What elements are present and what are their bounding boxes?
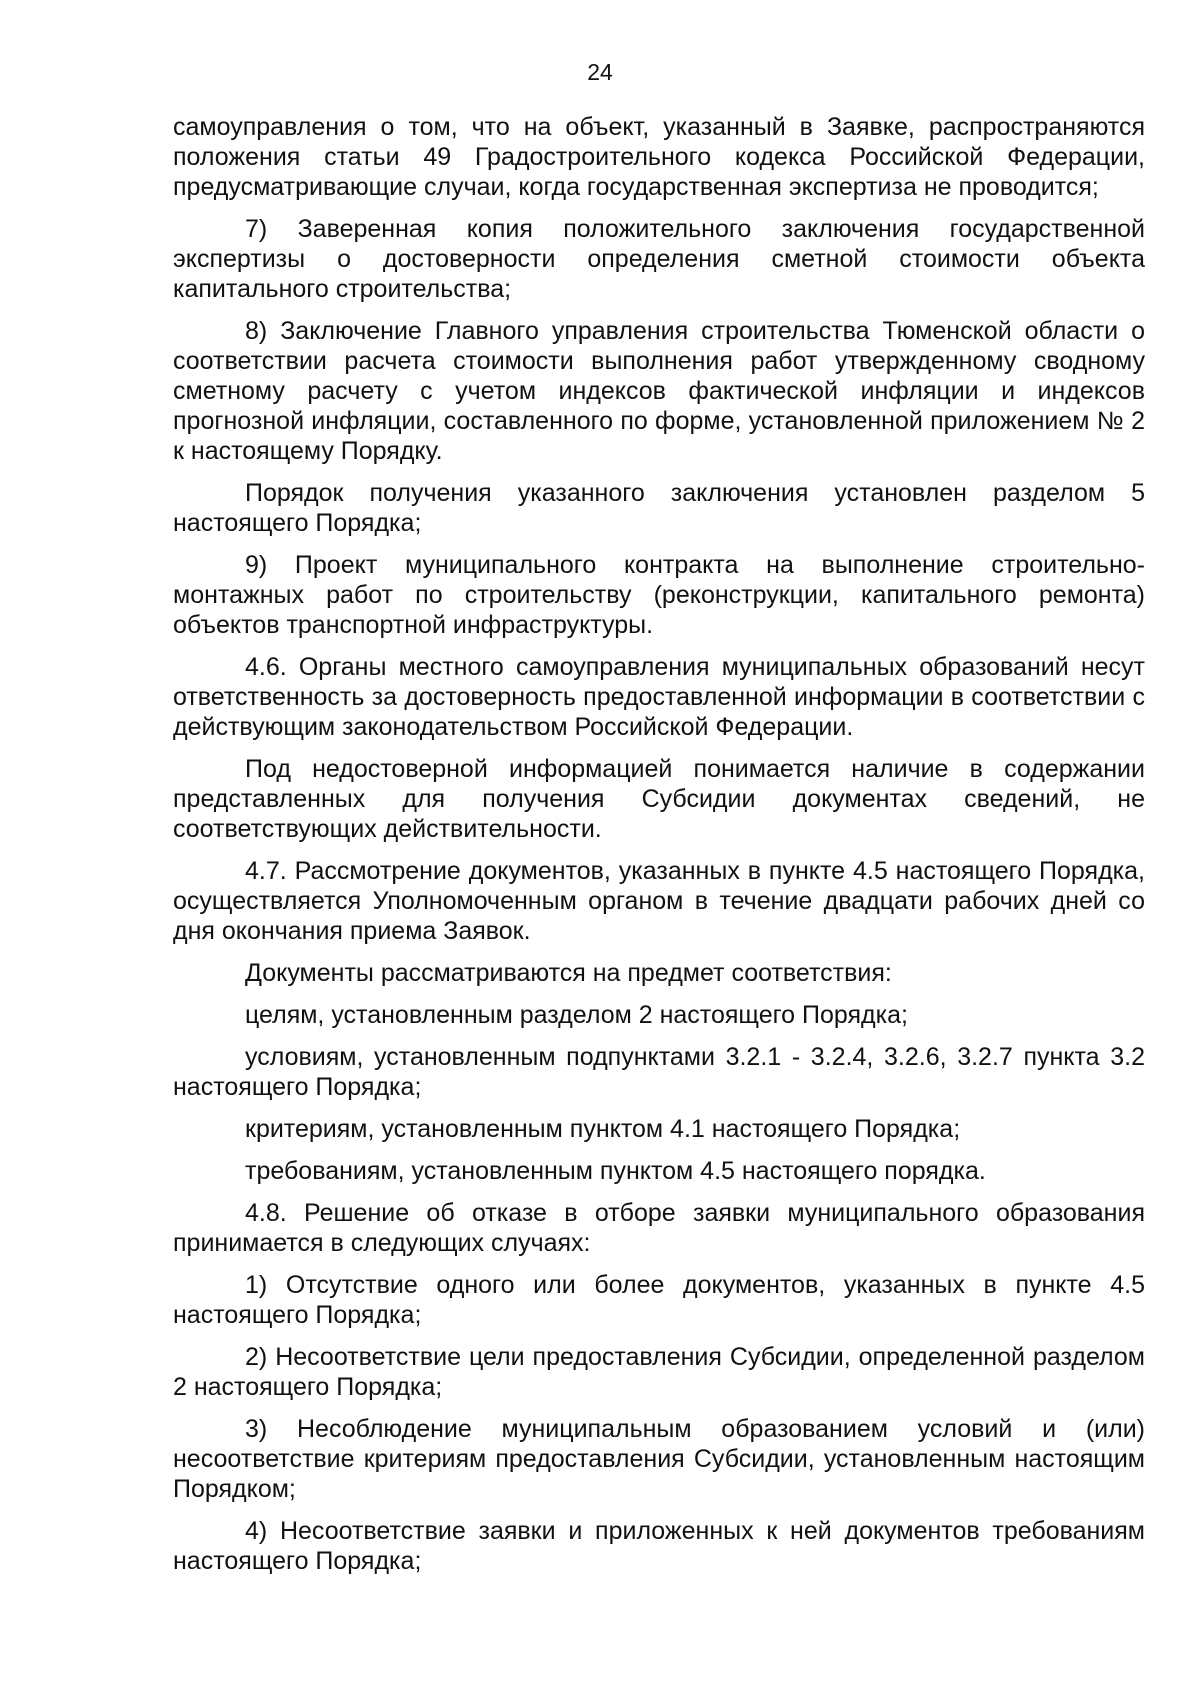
paragraph: целям, установленным разделом 2 настоящего Порядка;: [245, 1001, 908, 1029]
paragraph: требованиям, установленным пунктом 4.5 настоящего порядка.: [245, 1157, 986, 1185]
paragraph: 3) Несоблюдение муниципальным образованием условий и (или) несоответствие критериям предоставления Субсидии, установленным настоящим Порядком;: [173, 1415, 1145, 1503]
paragraph: самоуправления о том, что на объект, указанный в Заявке, распространяются положения статьи 49 Градостроительного кодекса Российской Федерации, предусматривающие случаи, когда государственная экспертиза не проводится;: [173, 113, 1145, 201]
paragraph: 4) Несоответствие заявки и приложенных к ней документов требованиям настоящего Порядка;: [173, 1517, 1145, 1575]
paragraph: 1) Отсутствие одного или более документов, указанных в пункте 4.5 настоящего Порядка;: [173, 1271, 1145, 1329]
paragraph: 7) Заверенная копия положительного заключения государственной экспертизы о достоверности определения сметной стоимости объекта капитального строительства;: [173, 215, 1145, 303]
paragraph: 8) Заключение Главного управления строительства Тюменской области о соответствии расчета стоимости выполнения работ утвержденному сводному сметному расчету с учетом индексов фактической инфляции и индексов прогнозной инфляции, составленного по форме, установленной приложением № 2 к настоящему Порядку.: [173, 317, 1145, 465]
document-body: [173, 112, 1145, 1588]
paragraph: 9) Проект муниципального контракта на выполнение строительно-монтажных работ по строительству (реконструкции, капитального ремонта) объектов транспортной инфраструктуры.: [173, 551, 1145, 639]
paragraph: Порядок получения указанного заключения установлен разделом 5 настоящего Порядка;: [173, 479, 1145, 537]
page-number: 24: [587, 59, 613, 85]
paragraph: критериям, установленным пунктом 4.1 настоящего Порядка;: [245, 1115, 961, 1143]
paragraph: 2) Несоответствие цели предоставления Субсидии, определенной разделом 2 настоящего Порядка;: [173, 1343, 1145, 1401]
paragraph: условиям, установленным подпунктами 3.2.1 - 3.2.4, 3.2.6, 3.2.7 пункта 3.2 настоящего Порядка;: [173, 1043, 1145, 1101]
paragraph: Под недостоверной информацией понимается наличие в содержании представленных для получения Субсидии документах сведений, не соответствующих действительности.: [173, 755, 1145, 843]
paragraph: 4.6. Органы местного самоуправления муниципальных образований несут ответственность за достоверность предоставленной информации в соответствии с действующим законодательством Российской Федерации.: [173, 653, 1145, 741]
paragraph: 4.7. Рассмотрение документов, указанных в пункте 4.5 настоящего Порядка, осуществляется Уполномоченным органом в течение двадцати рабочих дней со дня окончания приема Заявок.: [173, 857, 1145, 945]
paragraph: Документы рассматриваются на предмет соответствия:: [245, 959, 892, 987]
paragraph: 4.8. Решение об отказе в отборе заявки муниципального образования принимается в следующих случаях:: [173, 1199, 1145, 1257]
